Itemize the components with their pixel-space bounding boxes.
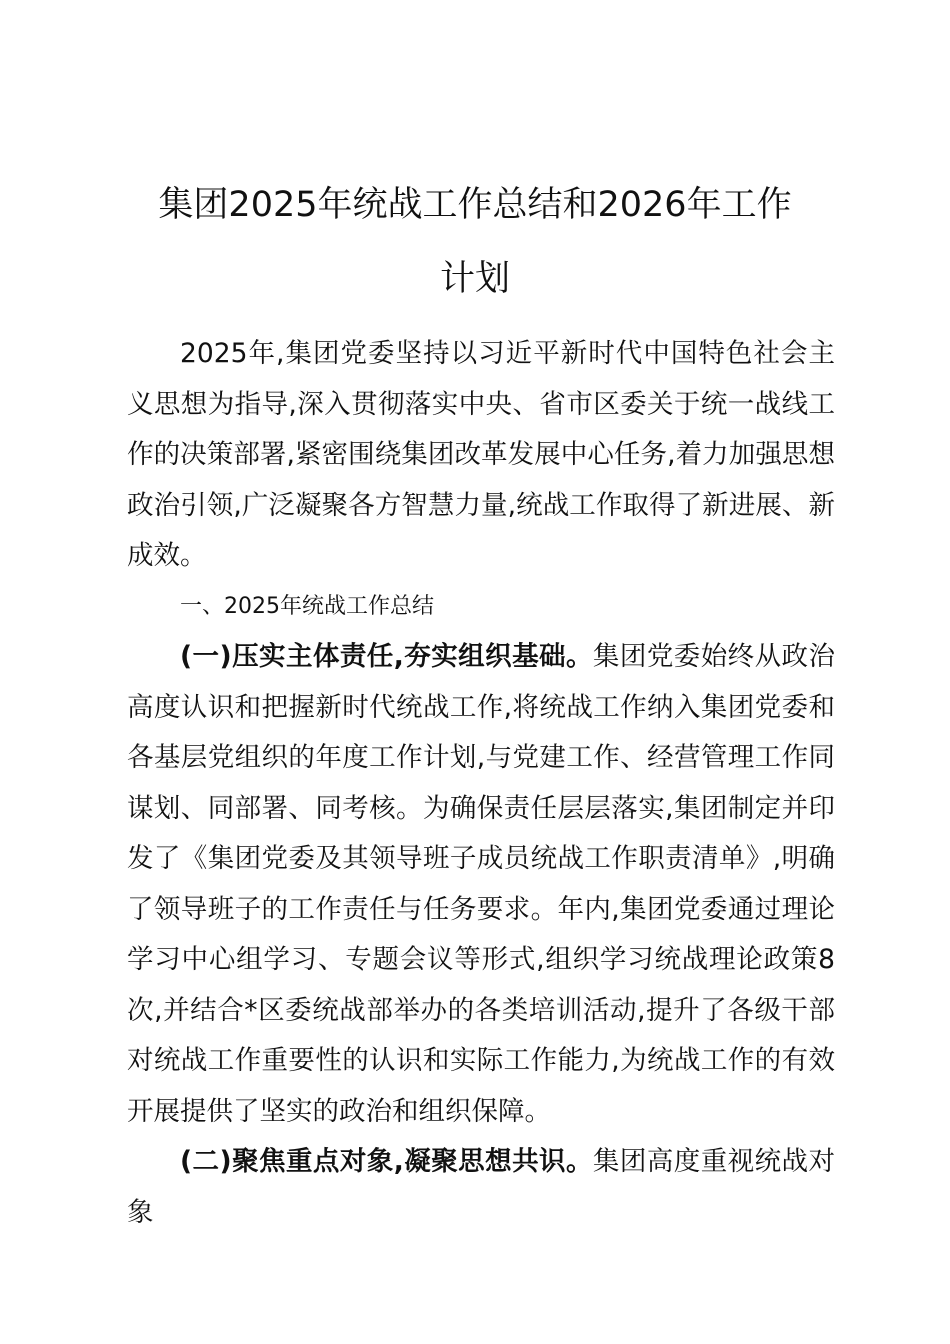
item-2-text: 集团高度重视统战对象 — [127, 1146, 836, 1228]
item-2-paragraph — [127, 1137, 835, 1238]
item-1-text: 集团党委始终从政治高度认识和把握新时代统战工作,将统战工作纳入集团党委和各基层党组织的年度工作计划,与党建工作、经营管理工作同谋划、同部署、同考核。为确保责任层层落实,集团制定并印发了《集团党委及其领导班子成员统战工作职责清单》,明确了领导班子的工作责任与任务要求。年内,集团党委通过理论学习中心组学习、专题会议等形式,组织学习统战理论政策8次,并结合*区委统战部举办的各类培训活动,提升了各级干部对统战工作重要性的认识和实际工作能力,为统战工作的有效开展提供了坚实的政治和组织保障。 — [127, 641, 836, 1127]
document-body — [127, 329, 835, 1238]
title-line-2: 计划 — [439, 259, 510, 299]
item-1-lead: (一)压实主体责任,夯实组织基础。 — [180, 641, 593, 672]
title-line-1: 集团2025年统战工作总结和2026年工作 — [158, 185, 792, 225]
intro-paragraph: 2025年,集团党委坚持以习近平新时代中国特色社会主义思想为指导,深入贯彻落实中央、省市区委关于统一战线工作的决策部署,紧密围绕集团改革发展中心任务,着力加强思想政治引领,广泛凝聚各方智慧力量,统战工作取得了新进展、新成效。 — [127, 338, 835, 571]
section-heading: 一、2025年统战工作总结 — [180, 593, 434, 619]
item-2-lead: (二)聚焦重点对象,凝聚思想共识。 — [180, 1146, 593, 1177]
item-1-paragraph — [127, 632, 835, 1137]
document-title — [100, 168, 850, 316]
